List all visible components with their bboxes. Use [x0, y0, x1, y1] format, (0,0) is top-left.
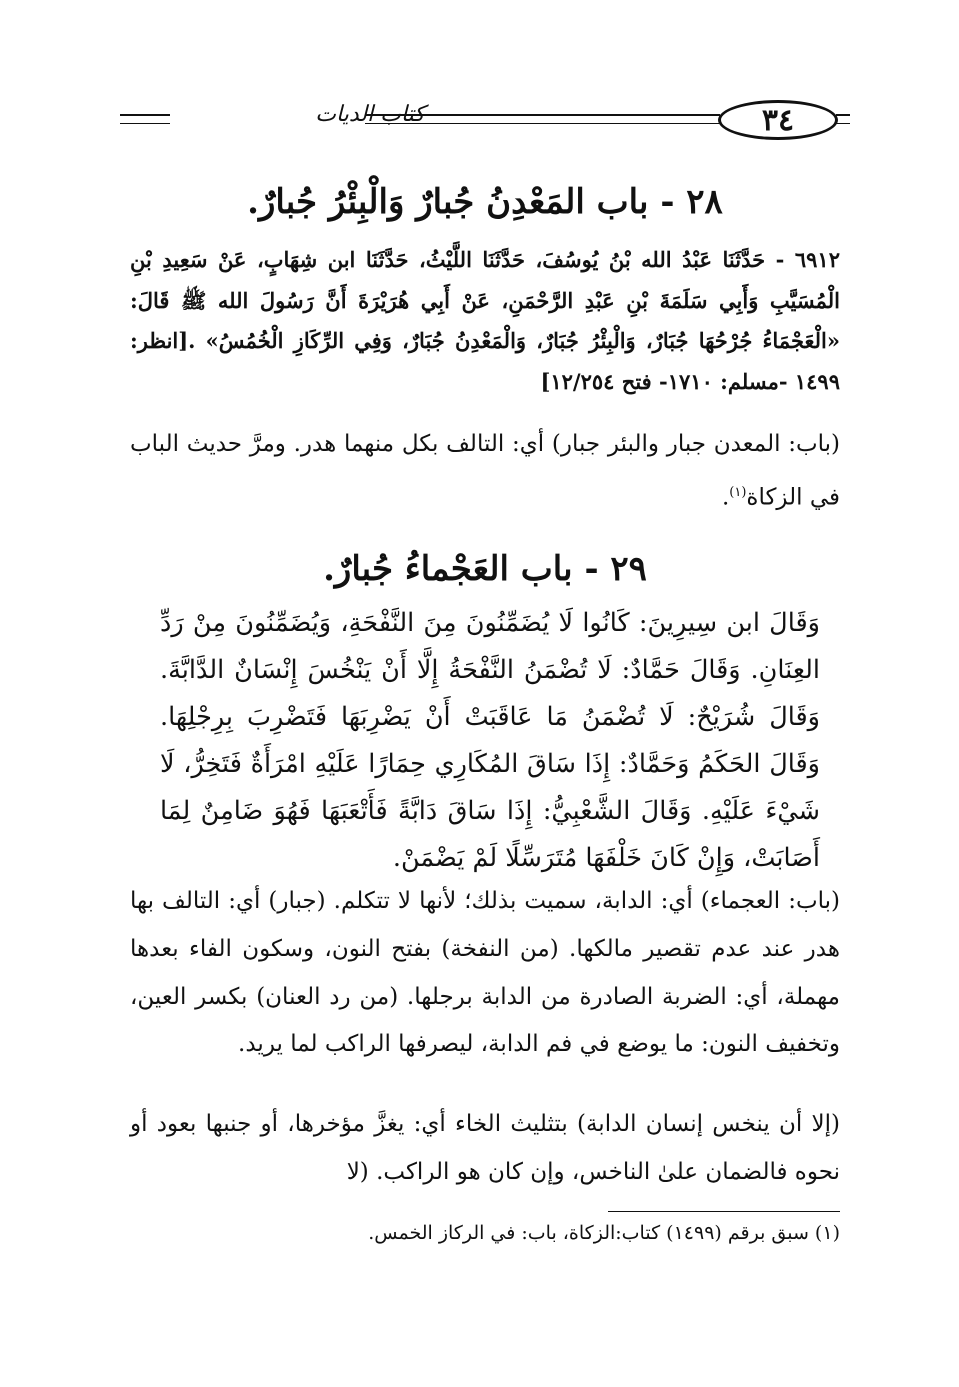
page-header	[110, 96, 850, 146]
footnote: (١) سبق برقم (١٤٩٩) كتاب:الزكاة، باب: في الركاز الخمس.	[368, 1222, 840, 1244]
header-rule	[120, 114, 170, 116]
header-rule	[120, 123, 170, 124]
commentary: (باب: العجماء) أي: الدابة، سميت بذلك؛ لأنها لا تتكلم. (جبار) أي: التالف بها هدر عند عدم تقصير مالكها. (من النفخة) بفتح النون، وسكون الفاء بعدها مهملة، أي: الضربة الصادرة من الدابة برجلها. (من رد العنان) بكسر العين، وتخفيف النون: ما يوضع في فم الدابة، ليصرفها الراكب لما يريد.	[130, 888, 840, 1058]
commentary	[130, 421, 840, 522]
quoted-text: وَقَالَ ابن سِيرِينَ: كَانُوا لَا يُضَمِّنُونَ مِنَ النَّفْحَةِ، وَيُضَمِّنُونَ مِنْ رَدِّ العِنَانِ. وَقَالَ حَمَّادٌ: لَا تُضْمَنُ النَّفْحَةُ إِلَّا أَنْ يَنْخُسَ إِنْسَانٌ الدَّابَّةَ. وَقَالَ شُرَيْحٌ: لَا تُضْمَنُ مَا عَاقَبَتْ أَنْ يَضْرِبَهَا فَتَضْرِبَ بِرِجْلِهَا. وَقَالَ الحَكَمُ وَحَمَّادٌ: إِذَا سَاقَ المُكَارِي حِمَارًا عَلَيْهِ امْرَأَةٌ فَتَخِرُّ، لَا شَيْءَ عَلَيْهِ. وَقَالَ الشَّعْبِيُّ: إِذَا سَاقَ دَابَّةً فَأَتْعَبَهَا فَهُوَ ضَامِنٌ لِمَا أَصَابَتْ، وَإِنْ كَانَ خَلْفَهَا مُتَرَسِّلًا لَمْ يَضْمَنْ.	[160, 608, 820, 873]
hadith-text: ٦٩١٢ - حَدَّثَنَا عَبْدُ الله بْنُ يُوسُفَ، حَدَّثَنَا اللَّيْثُ، حَدَّثَنَا ابن شِهَابٍ، عَنْ سَعِيدِ بْنِ الْمُسَيَّبِ وَأَبِي سَلَمَةَ بْنِ عَبْدِ الرَّحْمَنِ، عَنْ أَبِي هُرَيْرَةَ أَنَّ رَسُولَ الله ﷺ قَالَ: «الْعَجْمَاءُ جُرْحُهَا جُبَارٌ، وَالْبِئْرُ جُبَارٌ، وَالْمَعْدِنُ جُبَارٌ، وَفِي الرِّكَازِ الْخُمُسُ» .[انظر: ١٤٩٩ -مسلم: ١٧١٠- فتح ١٢/٢٥٤]	[130, 247, 840, 394]
footnote-reference: (١)	[729, 484, 747, 500]
page-number-badge	[718, 100, 838, 140]
page-number: ٣٤	[761, 102, 795, 138]
header-rule	[836, 114, 850, 116]
section-title: ٢٩ - باب العَجْماءُ جُبارٌ.	[323, 549, 647, 589]
header-rule	[836, 123, 850, 124]
section-title: ٢٨ - باب المَعْدِنُ جُبارٌ وَالْبِئْرُ جُبارٌ.	[247, 182, 723, 222]
commentary: (إلا أن ينخس إنسان الدابة) بتثليث الخاء أي: يغزَّ مؤخرها، أو جنبها بعود أو نحوه فالضمان علىٰ الناخس، وإن كان هو الراكب. (لا	[130, 1111, 840, 1185]
footnote-separator	[608, 1211, 840, 1212]
book-title: كتاب الديات	[315, 102, 425, 127]
commentary-text: (باب: المعدن جبار والبئر جبار) أي: التالف بكل منهما هدر. ومرَّ حديث الباب في الزكاة	[130, 431, 840, 511]
commentary-end: .	[721, 484, 730, 511]
